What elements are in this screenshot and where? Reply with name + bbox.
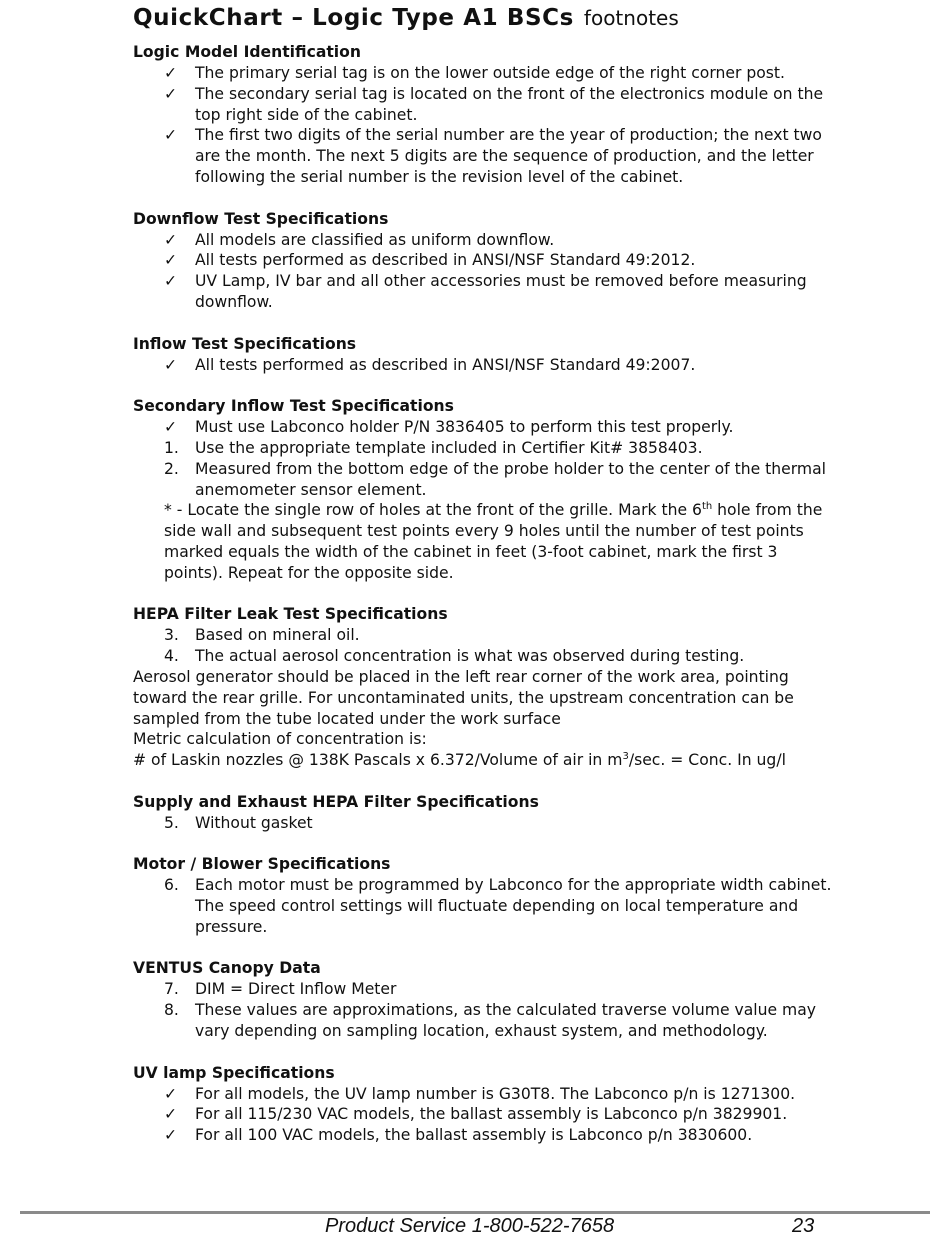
- list-number: 8.: [164, 1001, 179, 1020]
- list-item-text: The first two digits of the serial number are the year of production; the next two are the month. The next 5 digits are the sequence of production, and the letter following the serial number is the revision level of the cabinet.: [195, 126, 822, 186]
- list-item-text: Measured from the bottom edge of the probe holder to the center of the thermal anemometer sensor element.: [195, 459, 826, 499]
- footnote-superscript: th: [701, 501, 713, 513]
- list-item: [133, 459, 833, 501]
- page-title-sub: footnotes: [583, 6, 679, 30]
- checkmark-icon: ✓: [164, 1105, 178, 1124]
- section-hepa-leak: [133, 604, 833, 771]
- list-item-text: All models are classified as uniform downflow.: [195, 230, 555, 249]
- list-item: [133, 1125, 833, 1146]
- section-heading: Logic Model Identification: [133, 43, 361, 61]
- list-item-text: The actual aerosol concentration is what was observed during testing.: [195, 647, 745, 666]
- list-number: 2.: [164, 459, 179, 478]
- section-secondary-inflow: [133, 396, 833, 583]
- section-uv-lamp: [133, 1063, 833, 1146]
- section-inflow: [133, 334, 833, 376]
- list-item: [133, 230, 833, 251]
- list-item: [133, 417, 833, 438]
- list-item-text: Based on mineral oil.: [195, 626, 360, 645]
- list-item: [133, 250, 833, 271]
- page-title: [133, 5, 833, 42]
- formula-superscript: 3: [622, 751, 629, 763]
- page-title-main: QuickChart – Logic Type A1 BSCs: [133, 5, 574, 31]
- section-heading: HEPA Filter Leak Test Specifications: [133, 605, 448, 624]
- list-item-text: The primary serial tag is on the lower outside edge of the right corner post.: [195, 64, 785, 82]
- section-heading: UV lamp Specifications: [133, 1063, 335, 1082]
- list-item: [133, 125, 833, 187]
- list-item-text: UV Lamp, IV bar and all other accessories must be removed before measuring downflow.: [195, 272, 807, 311]
- section-downflow: [133, 209, 833, 313]
- checkmark-icon: ✓: [164, 272, 178, 291]
- section-heading: Motor / Blower Specifications: [133, 855, 391, 874]
- list-number: 1.: [164, 438, 179, 457]
- list-item-text: For all 100 VAC models, the ballast assembly is Labconco p/n 3830600.: [195, 1126, 753, 1145]
- formula: [133, 750, 833, 771]
- section-motor: [133, 854, 833, 937]
- section-heading: Supply and Exhaust HEPA Filter Specifications: [133, 792, 539, 811]
- list-number: 4.: [164, 647, 179, 666]
- list-item-text: Must use Labconco holder P/N 3836405 to perform this test properly.: [195, 418, 734, 437]
- paragraph: Aerosol generator should be placed in the left rear corner of the work area, pointing toward the rear grille. For uncontaminated units, the upstream concentration can be sampled from the tube located under the work surface: [133, 667, 794, 728]
- checkmark-icon: ✓: [164, 84, 178, 103]
- footnote-text: [133, 500, 833, 583]
- list-item-text: Use the appropriate template included in Certifier Kit# 3858403.: [195, 438, 703, 457]
- list-item-text: Each motor must be programmed by Labconco for the appropriate width cabinet. The speed control settings will fluctuate depending on local temperature and pressure.: [195, 876, 832, 936]
- section-heading: VENTUS Canopy Data: [133, 959, 321, 978]
- section-heading: Secondary Inflow Test Specifications: [133, 397, 454, 416]
- section-heading: Inflow Test Specifications: [133, 334, 357, 353]
- formula-end: /sec. = Conc. In ug/l: [628, 751, 786, 770]
- document-body: [133, 5, 833, 1167]
- page-number: 23: [792, 1215, 815, 1237]
- section-supply-exhaust: [133, 792, 833, 834]
- list-item: [133, 875, 833, 937]
- list-item: [133, 646, 833, 667]
- list-number: 7.: [164, 980, 179, 999]
- checkmark-icon: ✓: [164, 251, 178, 270]
- list-item: [133, 813, 833, 834]
- list-item-text: For all 115/230 VAC models, the ballast assembly is Labconco p/n 3829901.: [195, 1105, 788, 1124]
- checkmark-icon: ✓: [164, 126, 178, 145]
- list-item: [133, 1084, 833, 1105]
- footnote-text-start: * - Locate the single row of holes at the front of the grille. Mark the 6: [164, 501, 702, 520]
- list-item-text: All tests performed as described in ANSI/NSF Standard 49:2007.: [195, 355, 696, 374]
- list-number: 6.: [164, 876, 179, 895]
- list-item: [133, 438, 833, 459]
- footer-service-phone: Product Service 1-800-522-7658: [325, 1215, 615, 1237]
- list-item: [133, 84, 833, 126]
- list-item-text: For all models, the UV lamp number is G30T8. The Labconco p/n is 1271300.: [195, 1084, 796, 1103]
- list-item-text: The secondary serial tag is located on the front of the electronics module on the top right side of the cabinet.: [195, 84, 824, 124]
- list-item-text: Without gasket: [195, 813, 313, 832]
- checkmark-icon: ✓: [164, 355, 178, 374]
- checkmark-icon: ✓: [164, 418, 178, 437]
- checkmark-icon: ✓: [164, 1084, 178, 1103]
- section-logic-model: [133, 42, 833, 188]
- list-item: [133, 625, 833, 646]
- list-number: 5.: [164, 813, 179, 832]
- list-item: [133, 271, 833, 313]
- checkmark-icon: ✓: [164, 1126, 178, 1145]
- checkmark-icon: ✓: [164, 64, 178, 82]
- list-item: [133, 1104, 833, 1125]
- footnote-text-end: hole from the side wall and subsequent test points every 9 holes until the number of test points marked equals the width of the cabinet in feet (3-foot cabinet, mark the first 3 points). Repeat for the opposite side.: [164, 501, 823, 582]
- list-number: 3.: [164, 626, 179, 645]
- list-item: [133, 1000, 833, 1042]
- list-item: [133, 979, 833, 1000]
- list-item-text: All tests performed as described in ANSI/NSF Standard 49:2012.: [195, 251, 696, 270]
- list-item-text: These values are approximations, as the calculated traverse volume value may vary depending on sampling location, exhaust system, and methodology.: [195, 1001, 817, 1041]
- list-item: [133, 355, 833, 376]
- paragraph: Metric calculation of concentration is:: [133, 730, 427, 749]
- formula-start: # of Laskin nozzles @ 138K Pascals x 6.372/Volume of air in m: [133, 751, 623, 770]
- section-heading: Downflow Test Specifications: [133, 209, 389, 228]
- checkmark-icon: ✓: [164, 230, 178, 249]
- section-ventus: [133, 958, 833, 1041]
- list-item: [133, 63, 833, 84]
- list-item-text: DIM = Direct Inflow Meter: [195, 980, 397, 999]
